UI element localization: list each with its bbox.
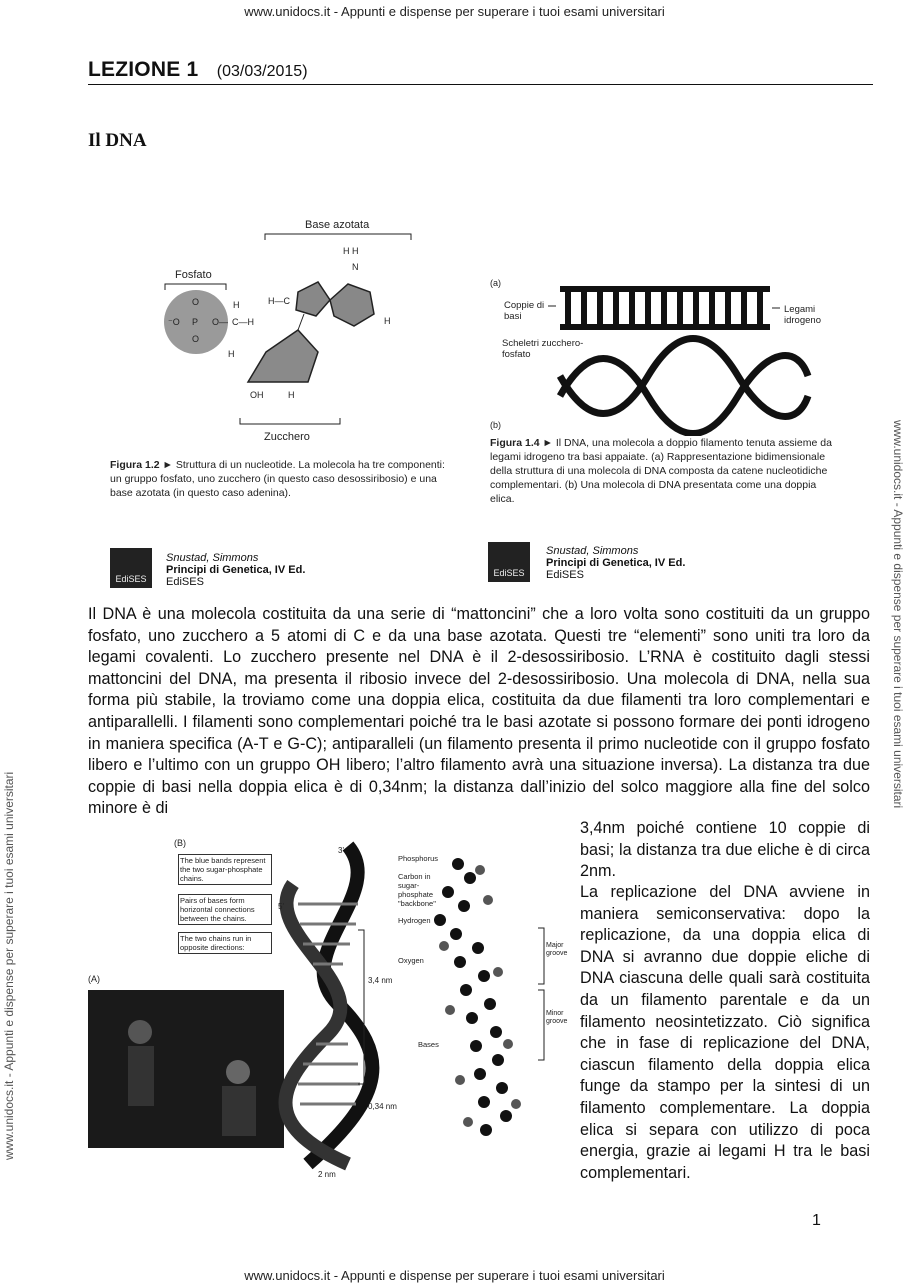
svg-text:H: H	[228, 349, 235, 359]
publisher-book-right: Principi di Genetica, IV Ed.	[546, 557, 686, 569]
nucleotide-figure	[108, 212, 458, 452]
label-minor-groove: Minor groove	[546, 1010, 568, 1025]
watermark-bottom: www.unidocs.it - Appunti e dispense per superare i tuoi esami universitari	[244, 1268, 665, 1283]
label-3-prime: 3'	[338, 846, 344, 855]
dna-model-figure	[88, 834, 570, 1184]
figure-1-2-caption-text: Struttura di un nucleotide. La molecola ha tre componenti: un gruppo fosfato, uno zucchero (in questo caso desossiribosio) e una base azotata (in questo caso adenina).	[110, 459, 445, 499]
label-sugar: Zucchero	[264, 431, 310, 443]
note-blue-bands: The blue bands represent the two sugar-phosphate chains.	[178, 854, 272, 885]
publisher-authors-right: Snustad, Simmons	[546, 545, 639, 557]
note-opposite-directions: The two chains run in opposite directions:	[178, 932, 272, 954]
svg-text:P: P	[192, 317, 199, 327]
label-base-pairs: Coppie di basi	[504, 300, 545, 322]
page-number: 1	[812, 1212, 821, 1229]
watermark-side-left: www.unidocs.it - Appunti e dispense per superare i tuoi esami universitari	[2, 771, 16, 1160]
watermark-top: www.unidocs.it - Appunti e dispense per superare i tuoi esami universitari	[244, 4, 665, 19]
svg-text:H—C: H—C	[268, 296, 290, 306]
label-hydrogen: Hydrogen	[398, 916, 431, 925]
edises-logo-left-text: EdiSES	[115, 574, 147, 584]
label-phosphorus: Phosphorus	[398, 854, 439, 863]
svg-text:⁻O: ⁻O	[168, 317, 180, 327]
figure-1-4-caption-label: Figura 1.4 ►	[490, 437, 553, 449]
paragraph-continued: 3,4nm poiché contiene 10 coppie di basi; la distanza tra due eliche è di circa 2nm.	[580, 819, 870, 881]
publisher-name: EdiSES	[166, 576, 204, 588]
edises-logo-left	[110, 548, 152, 588]
label-B: (B)	[174, 838, 186, 848]
svg-text:O: O	[192, 297, 200, 307]
publisher-name-right: EdiSES	[546, 569, 584, 581]
label-a: (a)	[490, 278, 501, 288]
label-major-groove: Major groove	[546, 942, 568, 957]
edises-logo-right	[488, 542, 530, 582]
double-helix-figure	[488, 276, 836, 436]
label-5-prime: 5'	[278, 902, 284, 911]
label-0-34-nm: 0,34 nm	[368, 1102, 397, 1111]
label-3-4-nm: 3,4 nm	[368, 976, 393, 985]
label-hydrogen-bonds: Legami idrogeno	[784, 304, 821, 326]
label-A: (A)	[88, 974, 100, 984]
base-ring-6	[330, 284, 374, 326]
svg-text:N: N	[352, 262, 359, 272]
figure-1-2-caption	[110, 458, 458, 500]
publisher-block-left	[166, 552, 305, 588]
label-oxygen: Oxygen	[398, 956, 424, 965]
note-base-pairs: Pairs of bases form horizontal connections between the chains.	[178, 894, 272, 925]
lesson-date: (03/03/2015)	[216, 63, 308, 80]
svg-text:O: O	[192, 334, 200, 344]
svg-text:H: H	[384, 316, 391, 326]
paragraph-replication: La replicazione del DNA avviene in maniera semiconservativa: dopo la replicazione, da una doppia elica di DNA si avranno due doppie eliche di DNA ciascuna delle quali sarà costituita da un filamento parentale e da un filamento neosintetizzato. Ciò significa che in fase di replicazione del DNA, ciascun filamento della doppia elica funge da stampo per la sintesi di un filamento complementare. La doppia elica si separa con utilizzo di poca energia, grazie ai legami H tra le basi complementari.	[580, 883, 870, 1182]
section-title: Il DNA	[88, 130, 147, 151]
label-phosphate: Fosfato	[175, 269, 212, 281]
svg-text:H H: H H	[343, 246, 359, 256]
figure-1-4-caption-text: Il DNA, una molecola a doppio filamento tenuta assieme da legami idrogeno tra basi appaiate. (a) Rappresentazione bidimensionale della struttura di una molecola di DNA composta da catene nucleotidiche complementari. (b) Una molecola di DNA presentata come una doppia elica.	[490, 437, 832, 505]
svg-text:C—H: C—H	[232, 317, 254, 327]
label-base: Base azotata	[305, 219, 370, 231]
watermark-side-right: www.unidocs.it - Appunti e dispense per superare i tuoi esami universitari	[891, 420, 905, 809]
label-b: (b)	[490, 420, 501, 430]
lesson-header	[88, 58, 873, 85]
svg-text:H: H	[233, 300, 240, 310]
label-backbone: Scheletri zucchero-fosfato	[502, 338, 584, 360]
publisher-book: Principi di Genetica, IV Ed.	[166, 564, 306, 576]
edises-logo-right-text: EdiSES	[493, 568, 525, 578]
svg-text:H: H	[288, 390, 295, 400]
label-bases: Bases	[418, 1040, 439, 1049]
base-ring-5	[296, 282, 330, 316]
figure-1-2-caption-label: Figura 1.2 ►	[110, 459, 173, 471]
paragraph-main: Il DNA è una molecola costituita da una serie di “mattoncini” che a loro volta sono costituiti da un gruppo fosfato, uno zucchero a 5 atomi di C e da una base azotata. Questi tre “elementi” sono uniti tra loro da legami covalenti. Lo zucchero presente nel DNA è il 2-desossiribosio. L’RNA è costituito dagli stessi mattoncini del DNA, ma presenta il ribosio invece del 2-desossiribosio. Una molecola di DNA, nella sua forma più stabile, la troviamo come una doppia elica, costituita da due filamenti tra loro complementari e antiparallelli. I filamenti sono complementari poiché tra le basi azotate si possono formare dei ponti idrogeno in maniera specifica (A-T e G-C); antiparalleli (un filamento presenta il primo nucleotide con il gruppo fosfato libero e l’ultimo con un gruppo OH libero; l’altro filamento avrà una situazione inversa). La distanza tra due coppie di basi nella doppia elica è di 0,34nm; la distanza dall’inizio del solco maggiore alla fine del solco minore è di	[88, 605, 870, 818]
publisher-block-right	[546, 545, 685, 581]
label-carbon: Carbon in sugar-phosphate "backbone"	[398, 872, 436, 908]
lesson-title: LEZIONE 1	[88, 58, 199, 81]
publisher-authors: Snustad, Simmons	[166, 552, 259, 564]
figure-1-4-caption	[490, 436, 840, 506]
sugar-ring	[248, 330, 318, 382]
svg-text:O—: O—	[212, 317, 229, 327]
svg-text:OH: OH	[250, 390, 264, 400]
label-2-nm: 2 nm	[318, 1170, 336, 1179]
